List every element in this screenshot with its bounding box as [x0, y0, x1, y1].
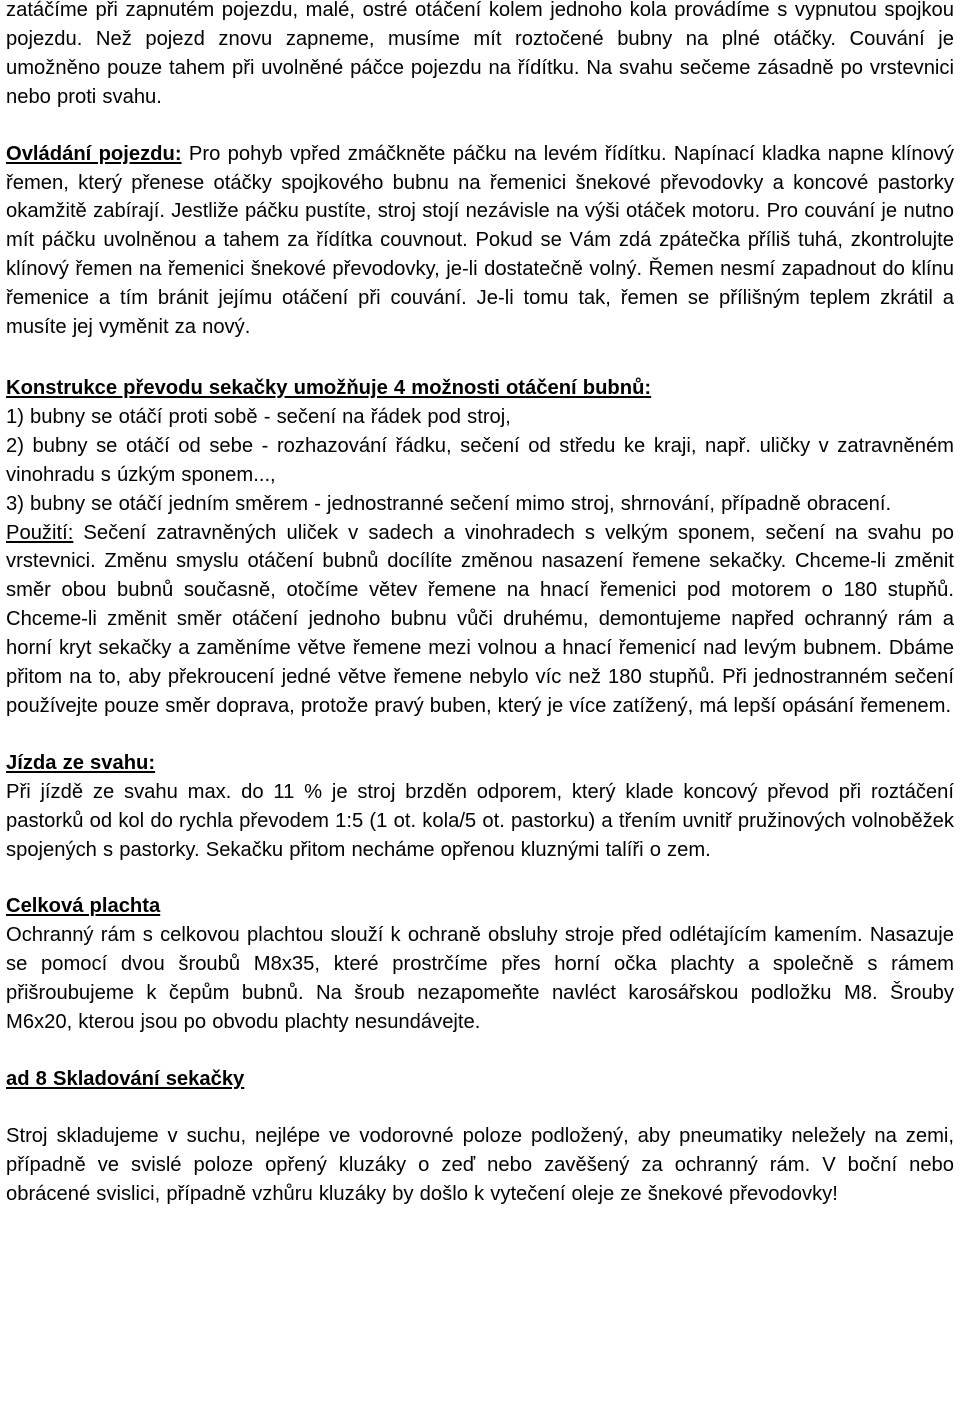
- list-item-1: 1) bubny se otáčí proti sobě - sečení na řádek pod stroj,: [6, 405, 511, 428]
- heading-celkova-plachta: Celková plachta: [6, 895, 161, 918]
- paragraph-plachta: Ochranný rám s celkovou plachtou slouží k ochraně obsluhy stroje před odlétajícím kamením. Nasazuje se pomocí dvou šroubů M8x35, které prostrčíme přes horní očka plachty a společně s rámem přišroubujeme k čepům bubnů. Na šroub nezapomeňte navléct karosářskou podložku M8. Šrouby M6x20, kterou jsou po obvodu plachty nesundávejte.: [6, 924, 954, 1034]
- list-item-3: 3) bubny se otáčí jedním směrem - jednostranné sečení mimo stroj, shrnování, případně obracení.: [6, 492, 892, 515]
- paragraph-pouziti: [6, 519, 954, 721]
- document-page: [6, 0, 954, 1209]
- paragraph-intro: zatáčíme při zapnutém pojezdu, malé, ostré otáčení kolem jednoho kola provádíme s vypnutou spojkou pojezdu. Než pojezd znovu zapneme, musíme mít roztočené bubny na plné otáčky. Couvání je umožněno pouze tahem při uvolněné páčce pojezdu na řídítku. Na svahu sečeme zásadně po vrstevnici nebo proti svahu.: [6, 0, 954, 108]
- heading-konstrukce-prevodu: Konstrukce převodu sekačky umožňuje 4 možnosti otáčení bubnů:: [6, 376, 652, 399]
- paragraph-skladovani: Stroj skladujeme v suchu, nejlépe ve vodorovné poloze podložený, aby pneumatiky neležely na zemi, případně ve svislé poloze opřený kluzáky o zeď nebo zavěšený za ochranný rám. V boční nebo obrácené svislici, případně vzhůru kluzáky by došlo k vytečení oleje ze šnekové převodovky!: [6, 1124, 954, 1205]
- list-item-2: 2) bubny se otáčí od sebe - rozhazování řádku, sečení od středu ke kraji, např. uličky v zatravněném vinohradu s úzkým sponem...,: [6, 434, 954, 486]
- pouziti-text: Sečení zatravněných uliček v sadech a vinohradech s velkým sponem, sečení na svahu po vrstevnici. Změnu smyslu otáčení bubnů docílíte změnou nasazení řemene sekačky. Chceme-li změnit směr obou bubnů současně, otočíme větev řemene na hnací řemenici pod motorem o 180 stupňů. Chceme-li změnit směr otáčení jednoho bubnu vůči druhému, demontujeme napřed ochranný rám a horní kryt sekačky a zaměníme větve řemene mezi volnou a hnací řemenicí nad levým bubnem. Dbáme přitom na to, aby překroucení jedné větve řemene nebylo víc než 180 stupňů. Při jednostranném sečení používejte pouze směr doprava, protože pravý buben, který je více zatížený, má lepší opásání řemenem.: [6, 521, 954, 717]
- paragraph-jizda: Při jízdě ze svahu max. do 11 % je stroj brzděn odporem, který klade koncový převod při roztáčení pastorků od kol do rychla převodem 1:5 (1 ot. kola/5 ot. pastorku) a třením uvnitř pružinových volnoběžek spojených s pastorky. Sekačku přitom necháme opřenou kluznými talíři o zem.: [6, 780, 954, 861]
- heading-pouziti: Použití:: [6, 521, 74, 544]
- heading-ovladani-pojezdu: Ovládání pojezdu:: [6, 142, 182, 165]
- ovladani-text: Pro pohyb vpřed zmáčkněte páčku na levém řídítku. Napínací kladka napne klínový řemen, který přenese otáčky spojkového bubnu na řemenici šnekové převodovky a koncové pastorky okamžitě zabírají. Jestliže páčku pustíte, stroj stojí nezávisle na výši otáček motoru. Pro couvání je nutno mít páčku uvolněnou a tahem za řídítka couvnout. Pokud se Vám zdá zpátečka příliš tuhá, zkontrolujte klínový řemen na řemenici šnekové převodovky, je-li dostatečně volný. Řemen nesmí zapadnout do klínu řemenice a tím bránit jejímu otáčení při couvání. Je-li tomu tak, řemen se přílišným teplem zkrátil a musíte jej vyměnit za nový.: [6, 142, 954, 339]
- heading-jizda-ze-svahu: Jízda ze svahu:: [6, 751, 156, 774]
- paragraph-ovladani: [6, 140, 954, 342]
- heading-skladovani-sekacky: ad 8 Skladování sekačky: [6, 1068, 245, 1090]
